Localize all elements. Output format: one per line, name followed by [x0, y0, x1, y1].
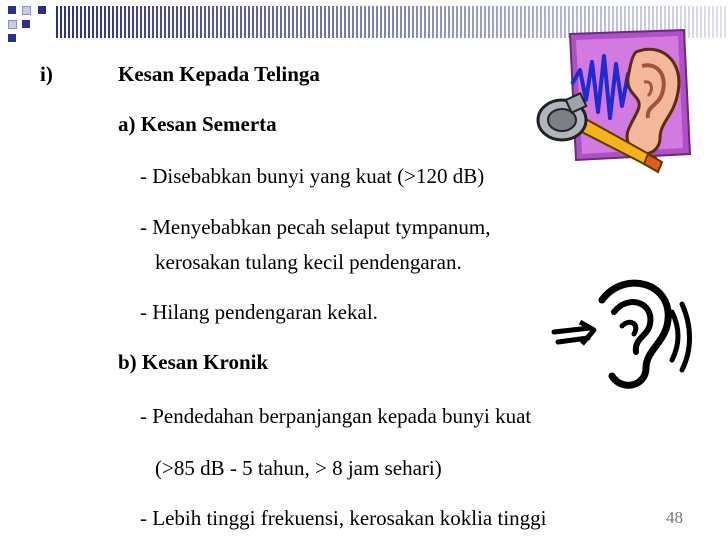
corner-square-4: [8, 20, 17, 29]
ear-line-art-icon: [550, 272, 700, 392]
ear-with-soundwave-clipart: [528, 26, 694, 176]
section-b-heading: b) Kesan Kronik: [118, 350, 269, 374]
a-point-2-line-1: - Menyebabkan pecah selaput tympanum,: [140, 215, 491, 239]
corner-square-1: [8, 6, 16, 14]
a-point-3: - Hilang pendengaran kekal.: [140, 300, 378, 324]
page-number: 48: [666, 508, 683, 527]
ear-clipart-icon: [528, 26, 694, 176]
a-point-2-line-2: kerosakan tulang kecil pendengaran.: [155, 250, 462, 274]
a-point-1: - Disebabkan bunyi yang kuat (>120 dB): [140, 164, 485, 188]
corner-square-5: [22, 20, 30, 28]
b-point-2: - Lebih tinggi frekuensi, kerosakan koklia tinggi: [140, 506, 547, 530]
ear-line-art: [550, 272, 700, 392]
b-point-1-continued: (>85 dB - 5 tahun, > 8 jam sehari): [155, 456, 442, 480]
b-point-1: - Pendedahan berpanjangan kepada bunyi kuat: [140, 404, 532, 428]
slide-title: Kesan Kepada Telinga: [118, 62, 320, 86]
item-number: i): [40, 62, 53, 86]
section-a-heading: a) Kesan Semerta: [118, 112, 277, 136]
corner-square-2: [22, 6, 31, 15]
corner-square-3: [38, 6, 46, 14]
corner-square-6: [8, 34, 16, 42]
